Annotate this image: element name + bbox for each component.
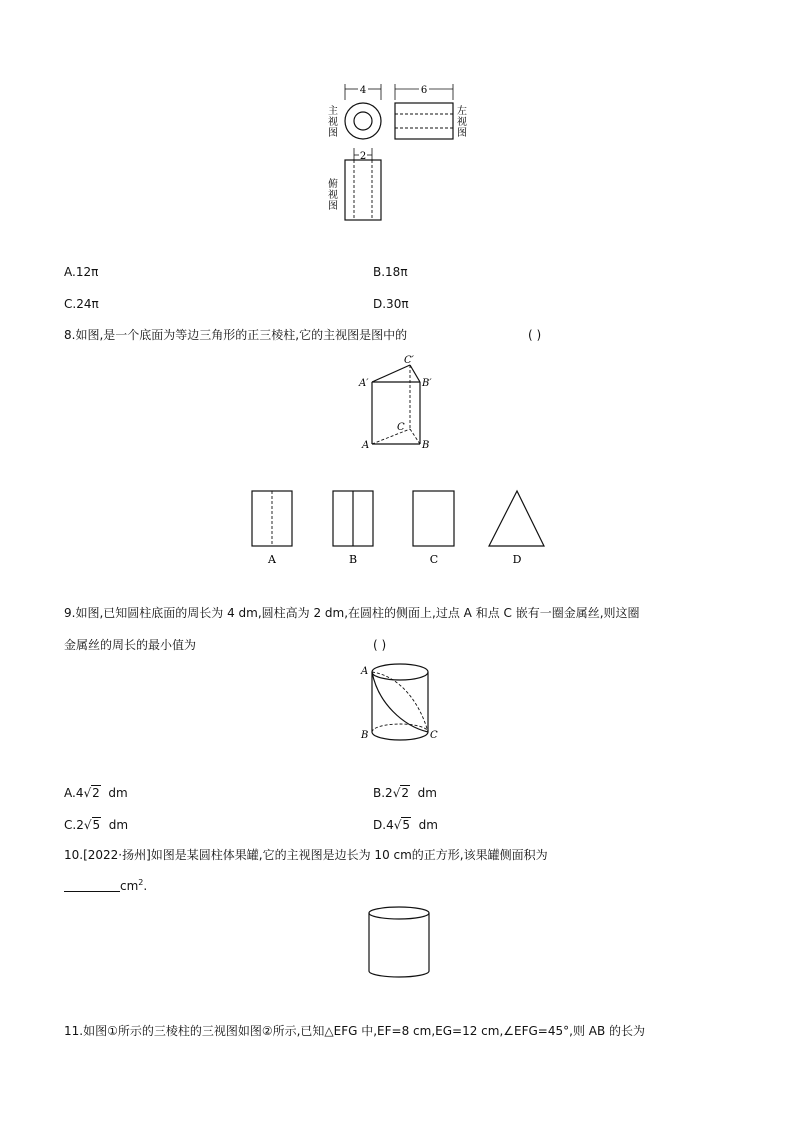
dim-top: 2	[359, 151, 367, 162]
q9-answer-paren: ( )	[373, 638, 387, 652]
label-left-1: 左	[457, 106, 467, 117]
q9-stem-line2: 金属丝的周长的最小值为	[64, 638, 197, 652]
three-view-figure	[322, 80, 472, 225]
q7-option-a: A.12π	[64, 265, 99, 279]
q9-option-b: B.2√2 dm	[373, 786, 437, 800]
label-front-2: 视	[328, 117, 338, 128]
cyl-label-c: C	[430, 730, 438, 741]
q10-answer-line: $cm^2$.	[64, 878, 147, 894]
label-a: A	[362, 440, 370, 451]
label-c: C	[397, 422, 405, 433]
cyl-label-b: B	[361, 730, 369, 741]
label-b1: B′	[422, 378, 432, 389]
q9-stem-line1: 9.如图,已知圆柱底面的周长为 4 dm,圆柱高为 2 dm,在圆柱的侧面上,过点 A 和点 C 嵌有一圈金属丝,则这圈	[64, 606, 640, 620]
label-top-1: 俯	[328, 179, 338, 190]
q7-option-c: C.24π	[64, 297, 99, 311]
q11-stem: 11.如图①所示的三棱柱的三视图如图②所示,已知△EFG 中,EF=8 cm,EG=12 cm,∠EFG=45°,则 AB 的长为	[64, 1024, 646, 1038]
cyl-label-a: A	[361, 666, 369, 677]
label-front-1: 主	[328, 106, 338, 117]
opt-label-a: A	[268, 553, 276, 566]
q7-option-b: B.18π	[373, 265, 408, 279]
label-left-2: 视	[457, 117, 467, 128]
label-left-3: 图	[457, 128, 467, 139]
q7-option-d: D.30π	[373, 297, 409, 311]
q8-stem: 8.如图,是一个底面为等边三角形的正三棱柱,它的主视图是图中的	[64, 328, 408, 342]
label-top-2: 视	[328, 190, 338, 201]
opt-label-b: B	[348, 553, 358, 566]
label-b: B	[422, 440, 430, 451]
jar-figure	[362, 903, 436, 981]
opt-label-c: C	[429, 553, 439, 566]
prism-figure	[356, 350, 446, 456]
q9-option-c: C.2√5 dm	[64, 818, 129, 832]
q8-option-figures	[240, 486, 560, 568]
label-c1: C′	[404, 355, 414, 366]
q8-answer-paren: ( )	[528, 328, 542, 342]
label-front-3: 图	[328, 128, 338, 139]
cylinder-figure	[358, 658, 442, 746]
q9-option-d: D.4√5 dm	[373, 818, 438, 832]
answer-blank[interactable]	[64, 879, 120, 892]
q10-stem: 10.[2022·扬州]如图是某圆柱体果罐,它的主视图是边长为 10 cm的正方形,该果罐侧面积为	[64, 848, 548, 862]
q9-option-a: A.4√2 dm	[64, 786, 128, 800]
dim-left: 6	[420, 85, 428, 96]
label-top-3: 图	[328, 201, 338, 212]
opt-label-d: D	[512, 553, 522, 566]
label-a1: A′	[359, 378, 369, 389]
dim-front: 4	[359, 85, 367, 96]
